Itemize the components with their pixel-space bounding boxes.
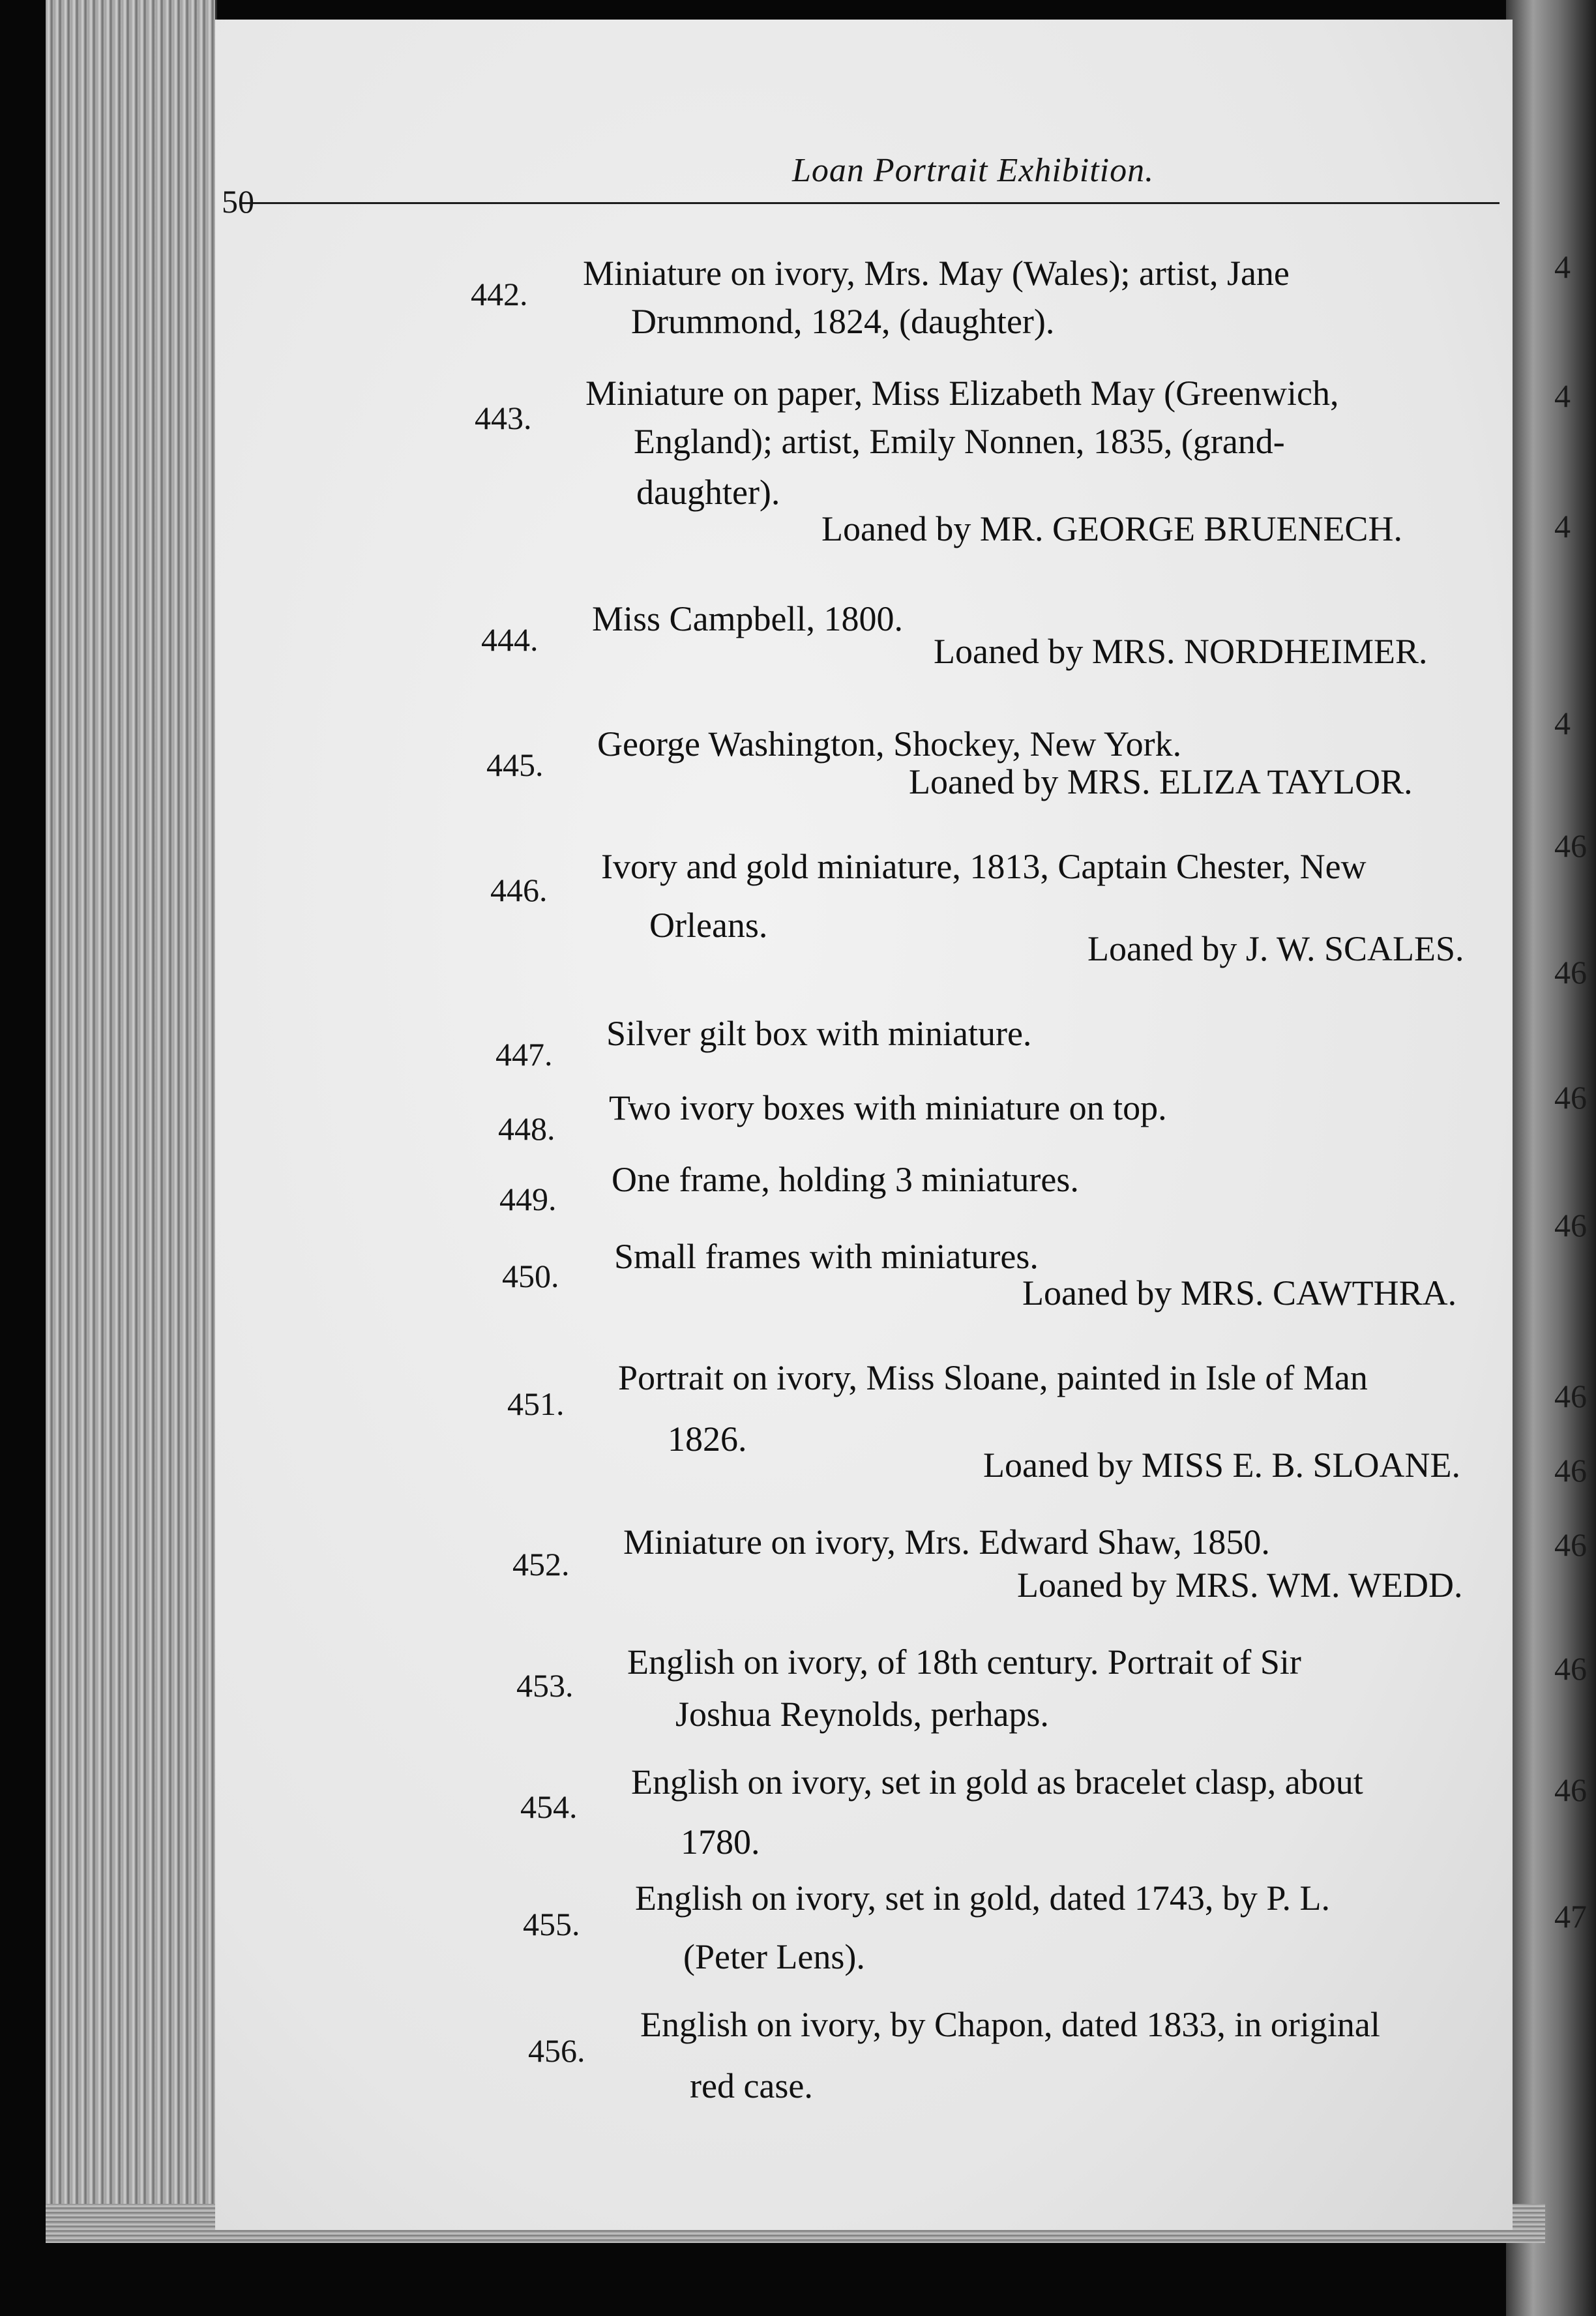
entry-text: England); artist, Emily Nonnen, 1835, (grand- (634, 422, 1285, 461)
entry-text: Small frames with miniatures. (614, 1237, 1039, 1276)
entry-text: daughter). (636, 473, 780, 512)
entry-number: 444. (481, 621, 539, 658)
entry-text: English on ivory, set in gold, dated 1743, by P. L. (635, 1878, 1330, 1918)
entry-text: Orleans. (649, 906, 768, 945)
next-page-number: 46 (1554, 1650, 1587, 1687)
entry-text: Miniature on paper, Miss Elizabeth May (Greenwich, (585, 374, 1339, 413)
next-page-number: 46 (1554, 1526, 1587, 1563)
entry-text: 1826. (668, 1419, 747, 1459)
entry-number: 452. (512, 1546, 570, 1582)
entry-text: Drummond, 1824, (daughter). (631, 302, 1055, 341)
entry-number: 451. (507, 1386, 565, 1422)
entry-text: Miniature on ivory, Mrs. May (Wales); artist, Jane (583, 254, 1290, 293)
loan-credit: Loaned by MRS. NORDHEIMER. (934, 632, 1428, 671)
next-page-number: 46 (1554, 1452, 1587, 1489)
next-page-number: 4 (1554, 378, 1571, 414)
entry-number: 445. (486, 747, 544, 783)
next-page-number: 46 (1554, 1772, 1587, 1808)
loan-credit: Loaned by MR. GEORGE BRUENECH. (821, 509, 1402, 548)
entry-text: Two ivory boxes with miniature on top. (609, 1088, 1167, 1127)
entry-text: Miniature on ivory, Mrs. Edward Shaw, 1850. (623, 1522, 1270, 1562)
entry-number: 454. (520, 1789, 578, 1825)
entry-text: English on ivory, by Chapon, dated 1833, in original (640, 2005, 1380, 2044)
entry-number: 442. (471, 276, 528, 312)
entry-text: Ivory and gold miniature, 1813, Captain Chester, New (601, 847, 1367, 886)
entry-text: red case. (690, 2066, 813, 2105)
entry-text: 1780. (681, 1822, 760, 1862)
loan-credit: Loaned by MRS. WM. WEDD. (1017, 1566, 1463, 1605)
entry-number: 449. (499, 1181, 557, 1217)
entry-text: Portrait on ivory, Miss Sloane, painted in Isle of Man (618, 1358, 1368, 1397)
entry-number: 455. (523, 1906, 580, 1942)
entry-number: 447. (495, 1036, 553, 1073)
entry-text: George Washington, Shockey, New York. (597, 724, 1182, 764)
page-stack-edge (46, 0, 217, 2230)
next-page-edge (1506, 0, 1596, 2316)
entry-text: (Peter Lens). (683, 1937, 865, 1976)
entry-text: Joshua Reynolds, perhaps. (675, 1695, 1049, 1734)
entry-number: 446. (490, 872, 548, 908)
entry-number: 443. (475, 400, 532, 436)
loan-credit: Loaned by MRS. ELIZA TAYLOR. (909, 762, 1413, 801)
entry-text: Miss Campbell, 1800. (592, 599, 904, 638)
next-page-number: 46 (1554, 1079, 1587, 1116)
next-page-number: 4 (1554, 248, 1571, 285)
running-title: Loan Portrait Exhibition. (792, 152, 1155, 189)
next-page-number: 46 (1554, 827, 1587, 864)
loan-credit: Loaned by MISS E. B. SLOANE. (983, 1446, 1460, 1485)
next-page-number: 46 (1554, 954, 1587, 990)
page-number: 50 (222, 183, 254, 220)
next-page-number: 47 (1554, 1898, 1587, 1935)
entry-text: Silver gilt box with miniature. (606, 1014, 1032, 1053)
loan-credit: Loaned by MRS. CAWTHRA. (1022, 1273, 1457, 1313)
entry-text: English on ivory, set in gold as bracelet clasp, about (631, 1762, 1363, 1802)
next-page-number: 4 (1554, 705, 1571, 741)
entry-number: 448. (498, 1110, 555, 1147)
loan-credit: Loaned by J. W. SCALES. (1087, 929, 1464, 968)
next-page-number: 46 (1554, 1207, 1587, 1243)
next-page-number: 46 (1554, 1378, 1587, 1414)
entry-number: 450. (502, 1258, 559, 1294)
entry-text: English on ivory, of 18th century. Portrait of Sir (627, 1642, 1301, 1682)
entry-number: 453. (516, 1667, 574, 1704)
entry-text: One frame, holding 3 miniatures. (612, 1160, 1079, 1199)
entry-number: 456. (528, 2032, 585, 2069)
next-page-number: 4 (1554, 508, 1571, 544)
